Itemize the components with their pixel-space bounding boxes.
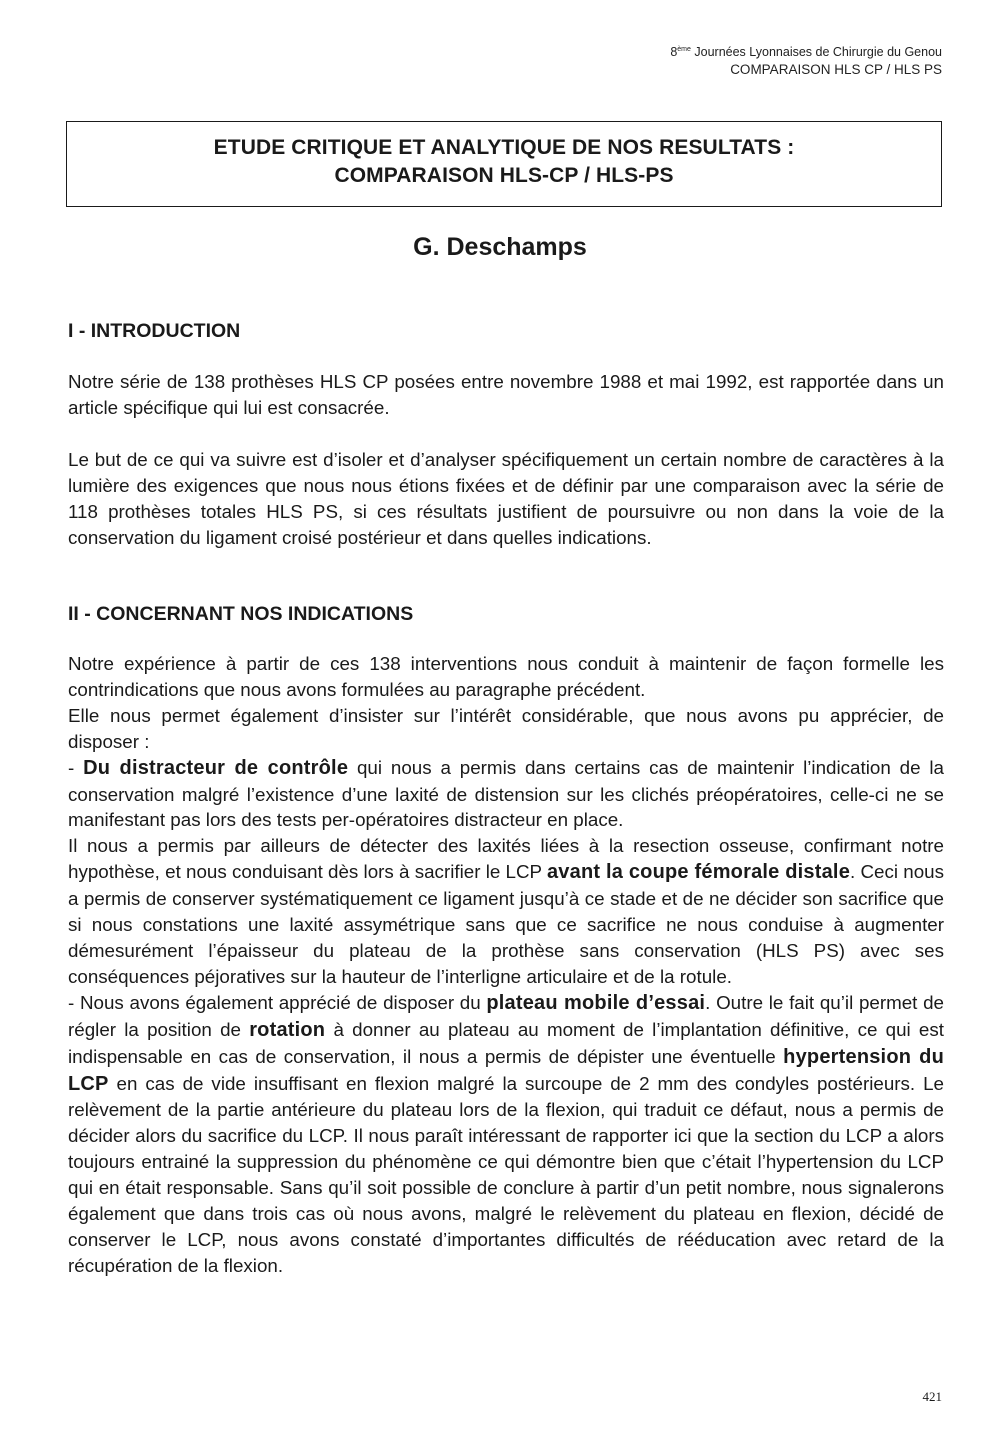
emphasis-distracteur: Du distracteur de contrôle (83, 756, 349, 779)
indications-paragraph-1: Notre expérience à partir de ces 138 interventions nous conduit à maintenir de façon formelle les contrindications que nous avons formulées au paragraphe précédent. (68, 653, 944, 700)
edition-number: 8 (670, 45, 678, 59)
title-line-1: ETUDE CRITIQUE ET ANALYTIQUE DE NOS RESULTATS : (213, 136, 795, 159)
introduction-paragraph-1 (68, 369, 944, 421)
paragraph-text: Il nous a permis par ailleurs de détecter des laxités liées à la resection osseuse, confirmant notre hypothèse, et nous conduisant dès lors à sacrifier le LCP (68, 835, 944, 883)
indications-paragraph-distracteur (68, 755, 944, 834)
edition-ordinal-suffix: ème (677, 45, 691, 53)
event-name: Journées Lyonnaises de Chirurgie du Genou (694, 45, 942, 59)
paragraph-text: à donner au plateau au moment de l’implantation définitive, ce qui est indispensable en cas de conservation, il nous a permis de dépister une éventuelle (68, 1018, 944, 1067)
paragraph-text: - Nous avons également apprécié de disposer du (68, 991, 487, 1013)
section-heading-indications: II - CONCERNANT NOS INDICATIONS (68, 603, 414, 625)
indications-paragraph-plateau (68, 990, 944, 1279)
paragraph-text: Notre série de 138 prothèses HLS CP posées entre novembre 1988 et mai 1992, est rapportée dans un article spécifique qui lui est consacrée. (68, 371, 944, 418)
paragraph-text: . Outre le fait qu’il permet de régler la position de (68, 991, 944, 1040)
emphasis-plateau-mobile: plateau mobile d’essai (486, 991, 706, 1014)
running-header-topic: COMPARAISON HLS CP / HLS PS (730, 62, 942, 77)
paragraph-text: Le but de ce qui va suivre est d’isoler et d’analyser spécifiquement un certain nombre de caractères à la lumière des exigences que nous nous étions fixées et de définir par une comparaison avec la série de 118 prothèses totales HLS PS, si ces résultats justifient de poursuivre ou non dans la voie de la conservation du ligament croisé postérieur et dans quelles indications. (68, 449, 944, 548)
list-dash: - (68, 756, 84, 778)
emphasis-rotation: rotation (249, 1018, 326, 1041)
running-header-event-line (670, 44, 942, 61)
indications-paragraph-laxites (68, 833, 944, 989)
emphasis-hypertension-lcp: hypertension du LCP (68, 1045, 944, 1095)
introduction-paragraph-2 (68, 447, 944, 551)
title-line-2: COMPARAISON HLS-CP / HLS-PS (334, 164, 674, 187)
title-box (66, 121, 942, 207)
paragraph-text: qui nous a permis dans certains cas de maintenir l’indication de la conservation malgré l’existence d’une laxité de distension sur les clichés préopératoires, celle-ci ne se manifestant pas lors des tests per-opératoires distracteur en place. (68, 756, 944, 831)
paragraph-text: . Ceci nous a permis de conserver systématiquement ce ligament jusqu’à ce stade et de ne décider son sacrifice que si nous constations une laxité assymétrique sans que ce sacrifice ne nous conduise à augmenter démesurément l’épaisseur du plateau de la prothèse sans conservation (HLS PS) avec ses conséquences péjoratives sur la hauteur de l’interligne articulaire et de la rotule. (68, 861, 944, 987)
page-number: 421 (922, 1389, 942, 1404)
indications-paragraph-2: Elle nous permet également d’insister sur l’intérêt considérable, que nous avons pu apprécier, de disposer : (68, 704, 944, 752)
author-name: G. Deschamps (413, 233, 587, 261)
section-heading-introduction: I - INTRODUCTION (68, 320, 241, 342)
running-header (670, 44, 942, 78)
indications-body (68, 651, 944, 1279)
paragraph-text: en cas de vide insuffisant en flexion malgré la surcoupe de 2 mm des condyles postérieurs. Le relèvement de la partie antérieure du plateau lors de la flexion, qui traduit ce défaut, nous a permis de décider alors du sacrifice du LCP. Il nous paraît intéressant de rapporter ici que la section du LCP a alors toujours entrainé la suppression du phénomène ce qui démontre bien que c’était l’hypertension du LCP qui en était responsable. Sans qu’il soit possible de conclure à partir d’un petit nombre, nous signalerons également que dans trois cas où nous avons, malgré le relèvement du plateau en flexion, décidé de conserver le LCP, nous avons constaté d’importantes difficultés de rééducation avec retard de la récupération de la flexion. (68, 1072, 944, 1276)
emphasis-coupe-femorale: avant la coupe fémorale distale (546, 861, 851, 884)
